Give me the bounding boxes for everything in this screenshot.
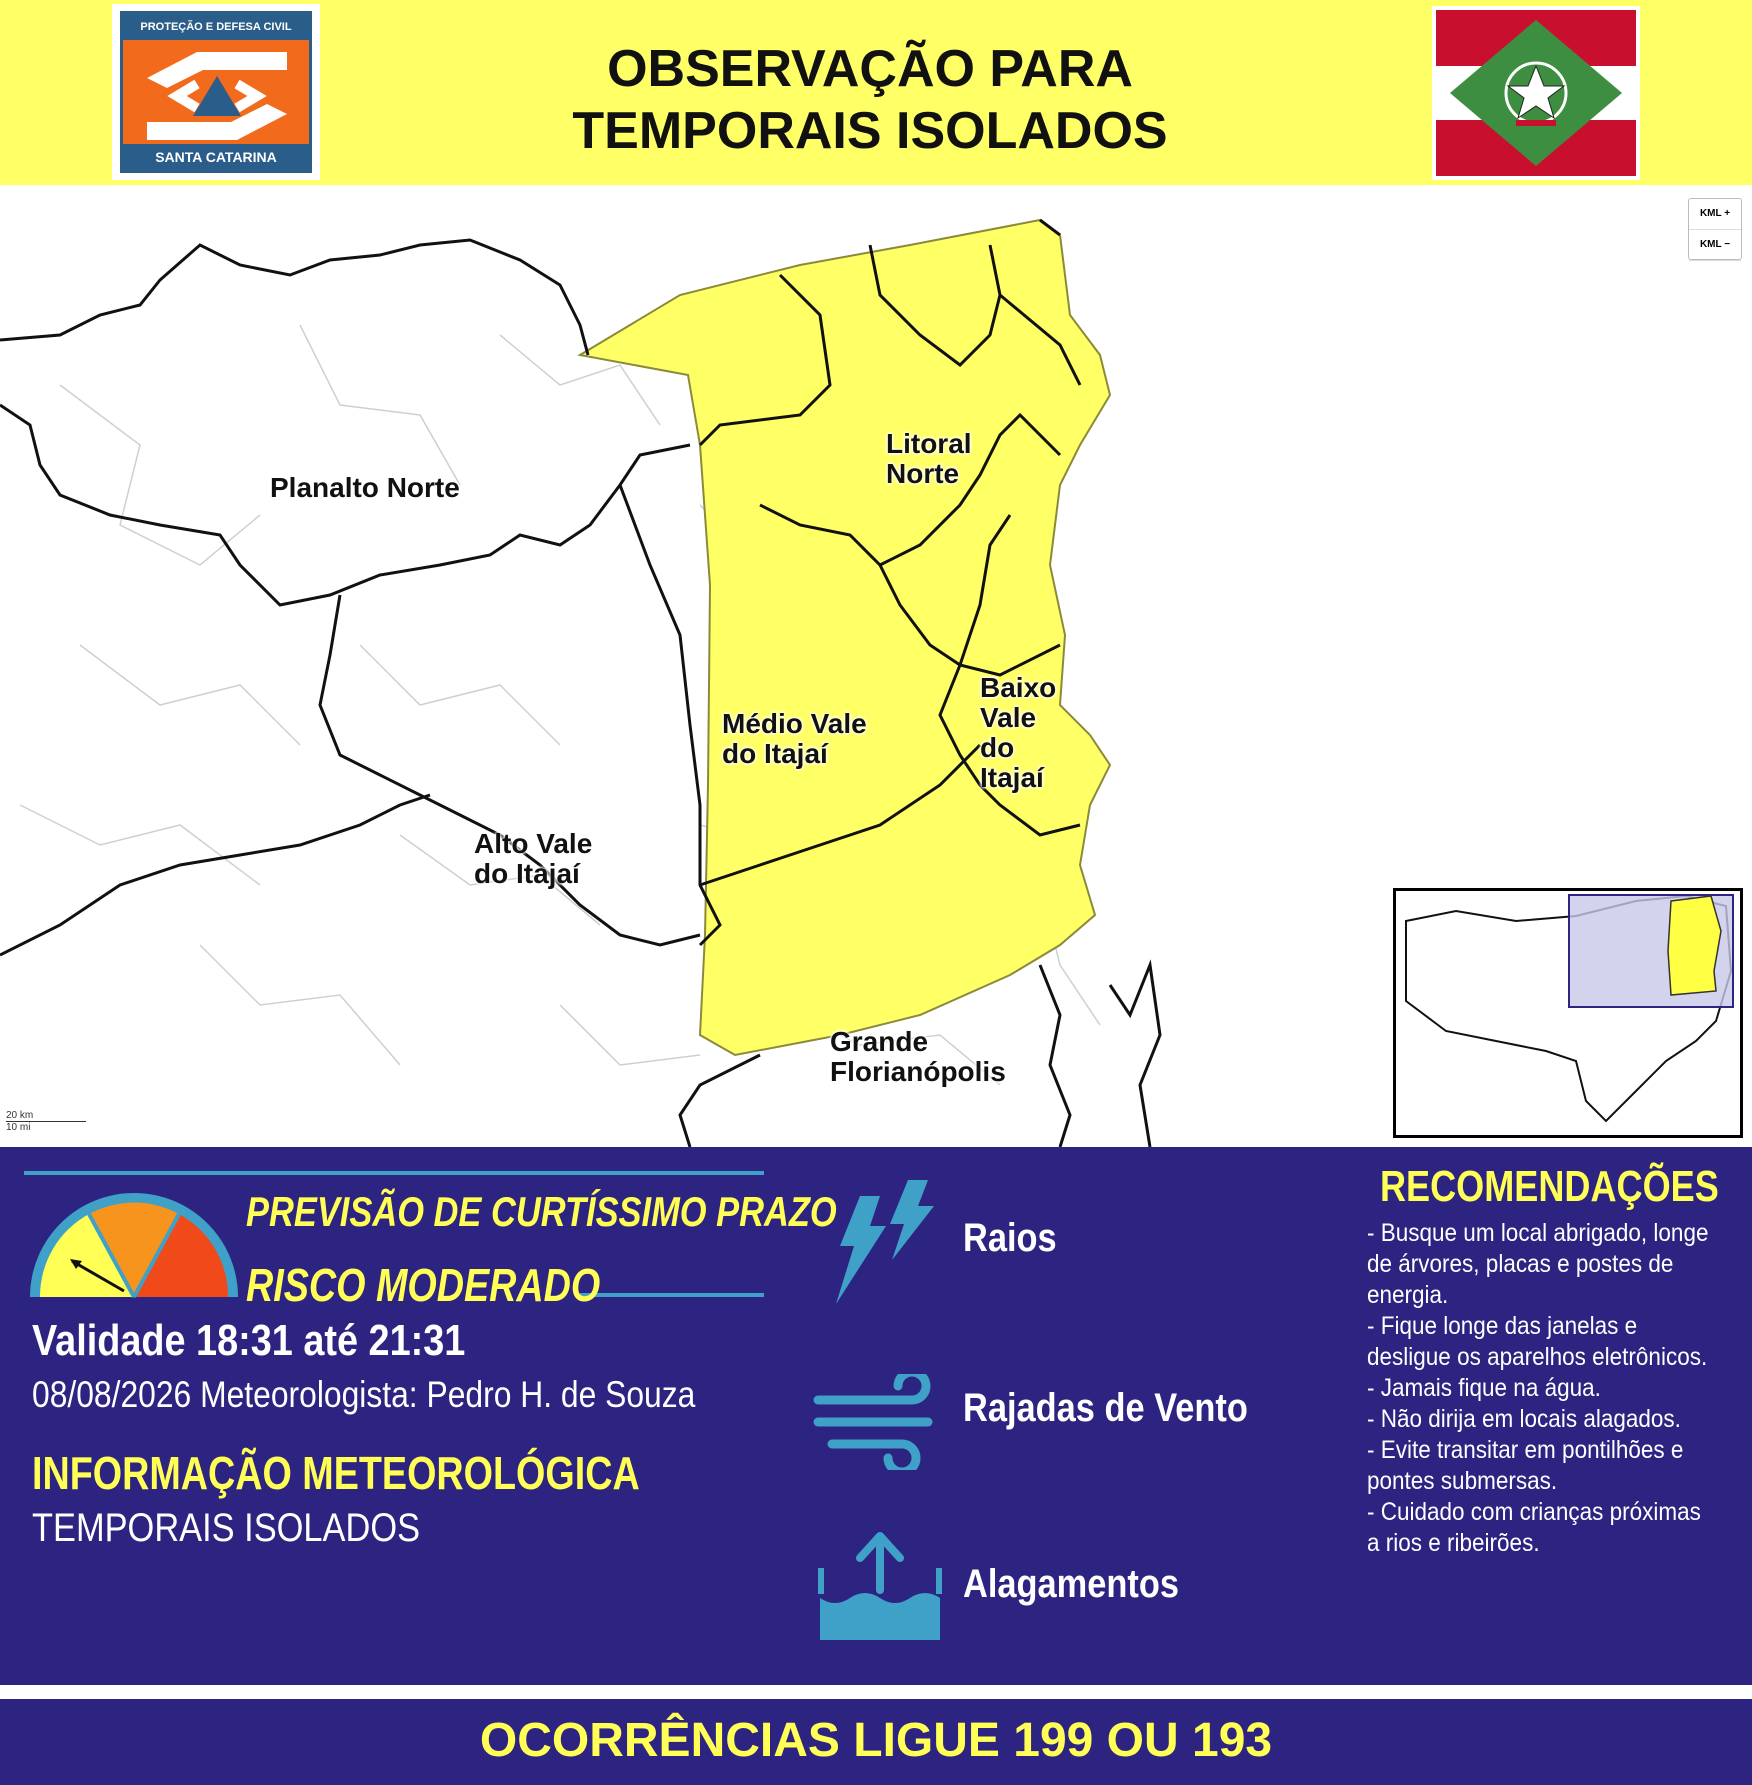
region-label-baixo-vale-4: Itajaí [980, 762, 1044, 793]
region-label-baixo-vale-2: Vale [980, 702, 1037, 733]
overview-minimap [1393, 888, 1743, 1138]
info-title: INFORMAÇÃO METEOROLÓGICA [32, 1447, 640, 1499]
date-meteorologist: 08/08/2026 Meteorologista: Pedro H. de Souza [32, 1374, 696, 1415]
region-label-planalto-norte: Planalto Norte [270, 472, 460, 503]
minimap-svg [1396, 891, 1740, 1135]
header-banner [0, 0, 1752, 185]
info-value: TEMPORAIS ISOLADOS [32, 1506, 421, 1550]
kml-minus-button[interactable]: KML − [1689, 230, 1741, 261]
region-label-litoral-norte-2: Norte [886, 458, 960, 489]
emergency-contact: OCORRÊNCIAS LIGUE 199 OU 193 [479, 1714, 1273, 1767]
hazard-label-raios: Raios [963, 1216, 1057, 1260]
recommendation-item: - Fique longe das janelas e desligue os aparelhos eletrônicos. [1367, 1312, 1708, 1371]
validity-text: Validade 18:31 até 21:31 [32, 1316, 466, 1365]
forecast-type: PREVISÃO DE CURTÍSSIMO PRAZO [246, 1188, 837, 1235]
logo-bottom-text: SANTA CATARINA [123, 144, 309, 170]
recommendation-item: - Jamais fique na água. [1367, 1374, 1601, 1402]
recommendation-item: - Não dirija em locais alagados. [1367, 1405, 1681, 1433]
risk-gauge-icon [26, 1189, 242, 1301]
recommendation-item: - Cuidado com crianças próximas a rios e ribeirões. [1367, 1498, 1701, 1557]
title-line-2: TEMPORAIS ISOLADOS [572, 102, 1168, 160]
hazard-label-rajadas: Rajadas de Vento [963, 1386, 1248, 1430]
recommendations-list [1367, 1218, 1718, 1559]
flood-icon [818, 1528, 942, 1640]
map-scale [6, 1110, 86, 1133]
recommendation-item: - Evite transitar em pontilhões e pontes submersas. [1367, 1436, 1684, 1495]
scale-km: 20 km [6, 1110, 86, 1122]
region-label-medio-vale-2: do Itajaí [722, 738, 828, 769]
alert-area [580, 220, 1110, 1055]
region-label-grande-floripa-1: Grande [830, 1026, 929, 1057]
hazard-label-alagamentos: Alagamentos [963, 1562, 1180, 1606]
kml-plus-button[interactable]: KML + [1689, 199, 1741, 230]
logo-top-text: PROTEÇÃO E DEFESA CIVIL [123, 14, 309, 40]
divider-top [24, 1171, 764, 1175]
page-title [470, 38, 1270, 162]
recommendations-title: RECOMENDAÇÕES [1380, 1162, 1719, 1211]
civil-defense-emblem-icon [137, 48, 297, 144]
scale-mi: 10 mi [6, 1122, 31, 1133]
region-label-medio-vale-1: Médio Vale [722, 708, 867, 739]
region-label-alto-vale-1: Alto Vale [474, 828, 593, 859]
region-label-baixo-vale-1: Baixo [980, 672, 1057, 703]
region-label-baixo-vale-3: do [980, 732, 1015, 763]
kml-controls [1688, 198, 1742, 260]
region-label-litoral-norte-1: Litoral [886, 428, 972, 459]
region-label-grande-floripa-2: Florianópolis [830, 1056, 1006, 1087]
footer-bar [0, 1693, 1752, 1785]
civil-defense-logo [112, 4, 320, 180]
state-flag-icon [1432, 6, 1640, 180]
wind-icon [812, 1374, 946, 1470]
title-line-1: OBSERVAÇÃO PARA [607, 40, 1133, 98]
lightning-icon [830, 1176, 934, 1306]
santa-catarina-flag [1432, 6, 1640, 180]
region-label-alto-vale-2: do Itajaí [474, 858, 580, 889]
divider-right [580, 1293, 764, 1297]
recommendation-item: - Busque um local abrigado, longe de árvores, placas e postes de energia. [1367, 1219, 1709, 1309]
risk-level: RISCO MODERADO [246, 1259, 601, 1311]
